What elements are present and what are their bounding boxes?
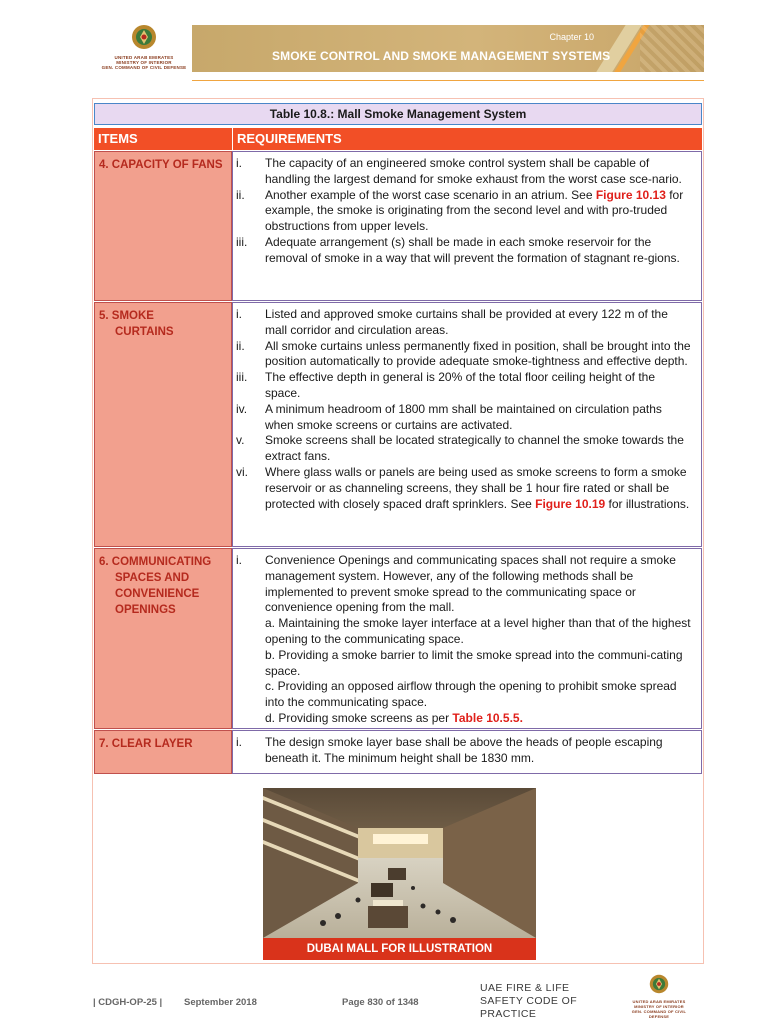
footer-date: September 2018 (184, 997, 257, 1008)
chapter-label: Chapter 10 (549, 32, 594, 42)
logo-line: GEN. COMMAND OF CIVIL DEFENSE (631, 1009, 687, 1019)
requirement-item: iii. Adequate arrangement (s) shall be made in each smoke reservoir for the removal of smoke in a way that will prevent the formation of stagnant re-gions. (236, 234, 680, 265)
logo-line: MINISTRY OF INTERIOR (634, 1004, 684, 1009)
item-label: CURTAINS (115, 326, 174, 338)
requirement-item: i. The capacity of an engineered smoke control system shall be capable of handling the largest demand for smoke exhaust from the worst case sce-nario. (236, 156, 682, 186)
figure-reference-link[interactable]: Figure 10.13 (595, 187, 666, 202)
requirements-cell-capacity-of-fans (232, 151, 702, 301)
footer-doc-code: | CDGH-OP-25 | (93, 997, 163, 1008)
method-option: b. Providing a smoke barrier to limit the smoke spread into the communi-cating space. (265, 647, 683, 678)
requirement-item: i. Listed and approved smoke curtains shall be provided at every 122 m of the mall corridor and circulation areas. (236, 307, 668, 337)
requirement-item: ii. Another example of the worst case scenario in an atrium. See Figure 10.13 for example, the smoke is originating from the second level and with pro-truded obstructions from upper levels. (236, 187, 684, 234)
column-header-requirements: REQUIREMENTS (233, 128, 702, 150)
item-label: OPENINGS (115, 604, 176, 616)
item-label: CONVENIENCE (115, 588, 200, 600)
requirements-cell-clear-layer (232, 730, 702, 774)
requirements-cell-communicating-spaces (232, 548, 702, 729)
item-cell-capacity-of-fans (94, 151, 232, 301)
requirement-item: iv. A minimum headroom of 1800 mm shall be maintained on circulation paths when smoke screens or curtains are activated. (236, 401, 662, 432)
requirement-item: i. Convenience Openings and communicating spaces shall not require a smoke management system. However, any of the following methods shall be implemented to prevent smoke spread to the communicating space or convenience opening from the mall. a. Maintaining the smoke layer interface at a level higher than that of the highest opening to the communicating space. b. Providing a smoke barrier to limit the smoke spread into the communi-cating space. c. Providing an opposed airflow through the opening to prohibit smoke spread into the communicating space. d. Providing smoke screens as per Table 10.5.5. (236, 553, 693, 727)
uae-falcon-emblem-icon (649, 974, 669, 994)
figure-reference-link[interactable]: Figure 10.19 (535, 496, 606, 511)
requirement-item: iii. The effective depth in general is 20% of the total floor ceiling height of the space. (236, 370, 656, 400)
requirements-cell-smoke-curtains (232, 302, 702, 547)
method-option: a. Maintaining the smoke layer interface at a level higher than that of the highest opening to the communicating space. (265, 616, 691, 646)
mall-interior-image (263, 788, 536, 938)
item-cell-smoke-curtains (94, 302, 232, 547)
item-label: SPACES AND (115, 572, 190, 584)
chapter-title: SMOKE CONTROL AND SMOKE MANAGEMENT SYSTEMS (272, 49, 611, 63)
requirement-item: v. Smoke screens shall be located strategically to channel the smoke towards the extract fans. (236, 433, 684, 464)
requirement-item: vi. Where glass walls or panels are being used as smoke screens to form a smoke reservoir or as channeling screens, they shall be 1 hour fire rated or shall be protected with closely spaced draft sprinklers. See Figure 10.19 for illustrations. (236, 464, 690, 511)
table-reference-link[interactable]: Table 10.5.5. (452, 710, 523, 725)
header-logo (96, 24, 192, 82)
uae-falcon-emblem-icon (131, 24, 157, 50)
requirement-item: i. The design smoke layer base shall be above the heads of people escaping beneath it. The minimum height shall be 1830 mm. (236, 735, 663, 765)
item-cell-clear-layer (94, 730, 232, 774)
mall-photo (263, 788, 536, 938)
method-option: c. Providing an opposed airflow through the opening to prohibit smoke spread into the communicating space. (265, 679, 677, 710)
item-label: 5. SMOKE (99, 310, 154, 322)
column-header-items: ITEMS (94, 128, 232, 150)
item-label: 6. COMMUNICATING (99, 556, 212, 568)
table-title: Table 10.8.: Mall Smoke Management System (94, 103, 702, 125)
logo-line: UNITED ARAB EMIRATES (632, 999, 686, 1004)
chapter-banner (192, 25, 704, 72)
header-divider (192, 80, 704, 81)
method-option: d. Providing smoke screens as per Table 10.5.5. (265, 710, 523, 725)
footer-logo (628, 974, 690, 1022)
logo-line: UNITED ARAB EMIRATES (114, 55, 174, 60)
photo-caption: DUBAI MALL FOR ILLUSTRATION (263, 938, 536, 960)
logo-line: MINISTRY OF INTERIOR (116, 60, 172, 65)
footer-code-title: UAE FIRE & LIFE SAFETY CODE OF PRACTICE (480, 982, 578, 1020)
item-label: 7. CLEAR LAYER (99, 738, 193, 750)
requirement-item: ii. All smoke curtains unless permanently fixed in position, shall be brought into the position automatically to provide adequate smoke-tightness and effective depth. (236, 338, 691, 369)
item-label: 4. CAPACITY OF FANS (99, 159, 223, 171)
item-cell-communicating-spaces (94, 548, 232, 729)
footer-page-number: Page 830 of 1348 (342, 997, 419, 1008)
logo-line: GEN. COMMAND OF CIVIL DEFENSE (101, 65, 187, 70)
